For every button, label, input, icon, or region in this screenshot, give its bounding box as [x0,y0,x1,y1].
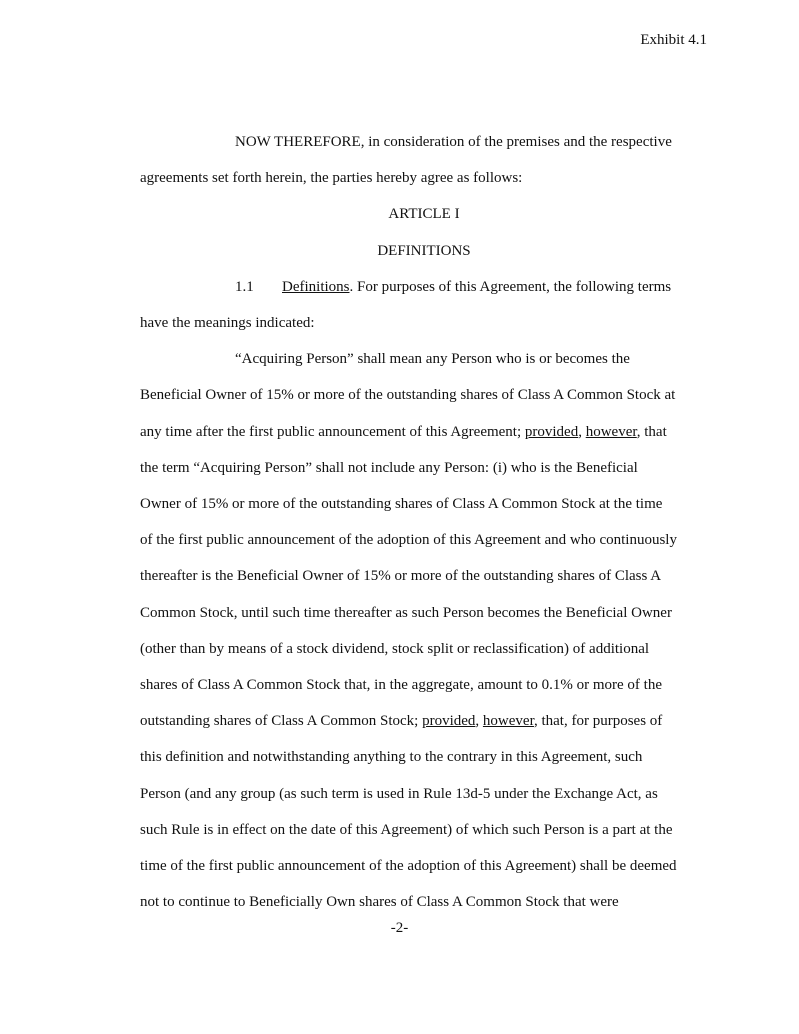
intro-paragraph-cont [140,160,708,196]
definition-line-10: shares of Class A Common Stock that, in the aggregate, amount to 0.1% or more of the [140,677,662,694]
definition-line-6: of the first public announcement of the adoption of this Agreement and who continuously [140,532,677,549]
definition-line-11-b: , that, for purposes of [533,713,663,730]
definition-paragraph [140,341,708,377]
section-number: 1.1 [235,278,254,295]
section-1-1 [140,269,708,305]
comma-2: , [475,713,483,730]
definition-line-4: the term “Acquiring Person” shall not include any Person: (i) who is the Beneficial [140,459,638,476]
article-title: DEFINITIONS [377,242,471,259]
article-number: ARTICLE I [388,206,460,223]
document-body [140,124,708,920]
comma: , [578,423,586,440]
however-term: however [585,423,637,440]
exhibit-label: Exhibit 4.1 [640,32,707,48]
definition-line-14: such Rule is in effect on the date of this Agreement) of which such Person is a part at the [140,821,673,838]
intro-line-1: NOW THEREFORE, in consideration of the premises and the respective [235,134,672,150]
definition-line-7: thereafter is the Beneficial Owner of 15% or more of the outstanding shares of Class A [140,568,662,585]
definition-line-16: not to continue to Beneficially Own shares of Class A Common Stock that were [140,894,619,911]
intro-line-2: agreements set forth herein, the parties hereby agree as follows: [140,170,523,187]
definition-line-2: Beneficial Owner of 15% or more of the outstanding shares of Class A Common Stock at [140,387,676,404]
definition-line-15: time of the first public announcement of the adoption of this Agreement) shall be deemed [140,858,677,875]
definition-line-11-a: outstanding shares of Class A Common Stock; [140,713,423,730]
intro-paragraph [140,124,708,160]
definition-line-12: this definition and notwithstanding anything to the contrary in this Agreement, such [140,749,643,766]
section-text: . For purposes of this Agreement, the following terms [349,278,672,295]
page-number: -2- [390,920,409,936]
definition-paragraph-body [140,377,708,920]
definition-line-3-a: any time after the first public announcement of this Agreement; [140,423,525,440]
section-heading: Definitions [282,278,350,295]
definition-line-9: (other than by means of a stock dividend, stock split or reclassification) of additional [140,640,650,657]
section-line-2: have the meanings indicated: [140,315,315,332]
definition-line-8: Common Stock, until such time thereafter as such Person becomes the Beneficial Owner [140,604,672,621]
definition-line-5: Owner of 15% or more of the outstanding shares of Class A Common Stock at the time [140,496,663,513]
definition-line-1: “Acquiring Person” shall mean any Person who is or becomes the [235,351,630,368]
section-cont [140,305,708,341]
definition-line-11 [140,703,708,739]
definition-line-3-b: , that [636,423,667,440]
provided-term: provided [524,423,579,440]
section-heading-line [140,269,708,305]
definition-line-13: Person (and any group (as such term is used in Rule 13d-5 under the Exchange Act, as [140,785,658,802]
provided-term-2: provided [422,713,476,730]
however-term-2: however [482,713,534,730]
definition-line-3 [140,414,708,450]
